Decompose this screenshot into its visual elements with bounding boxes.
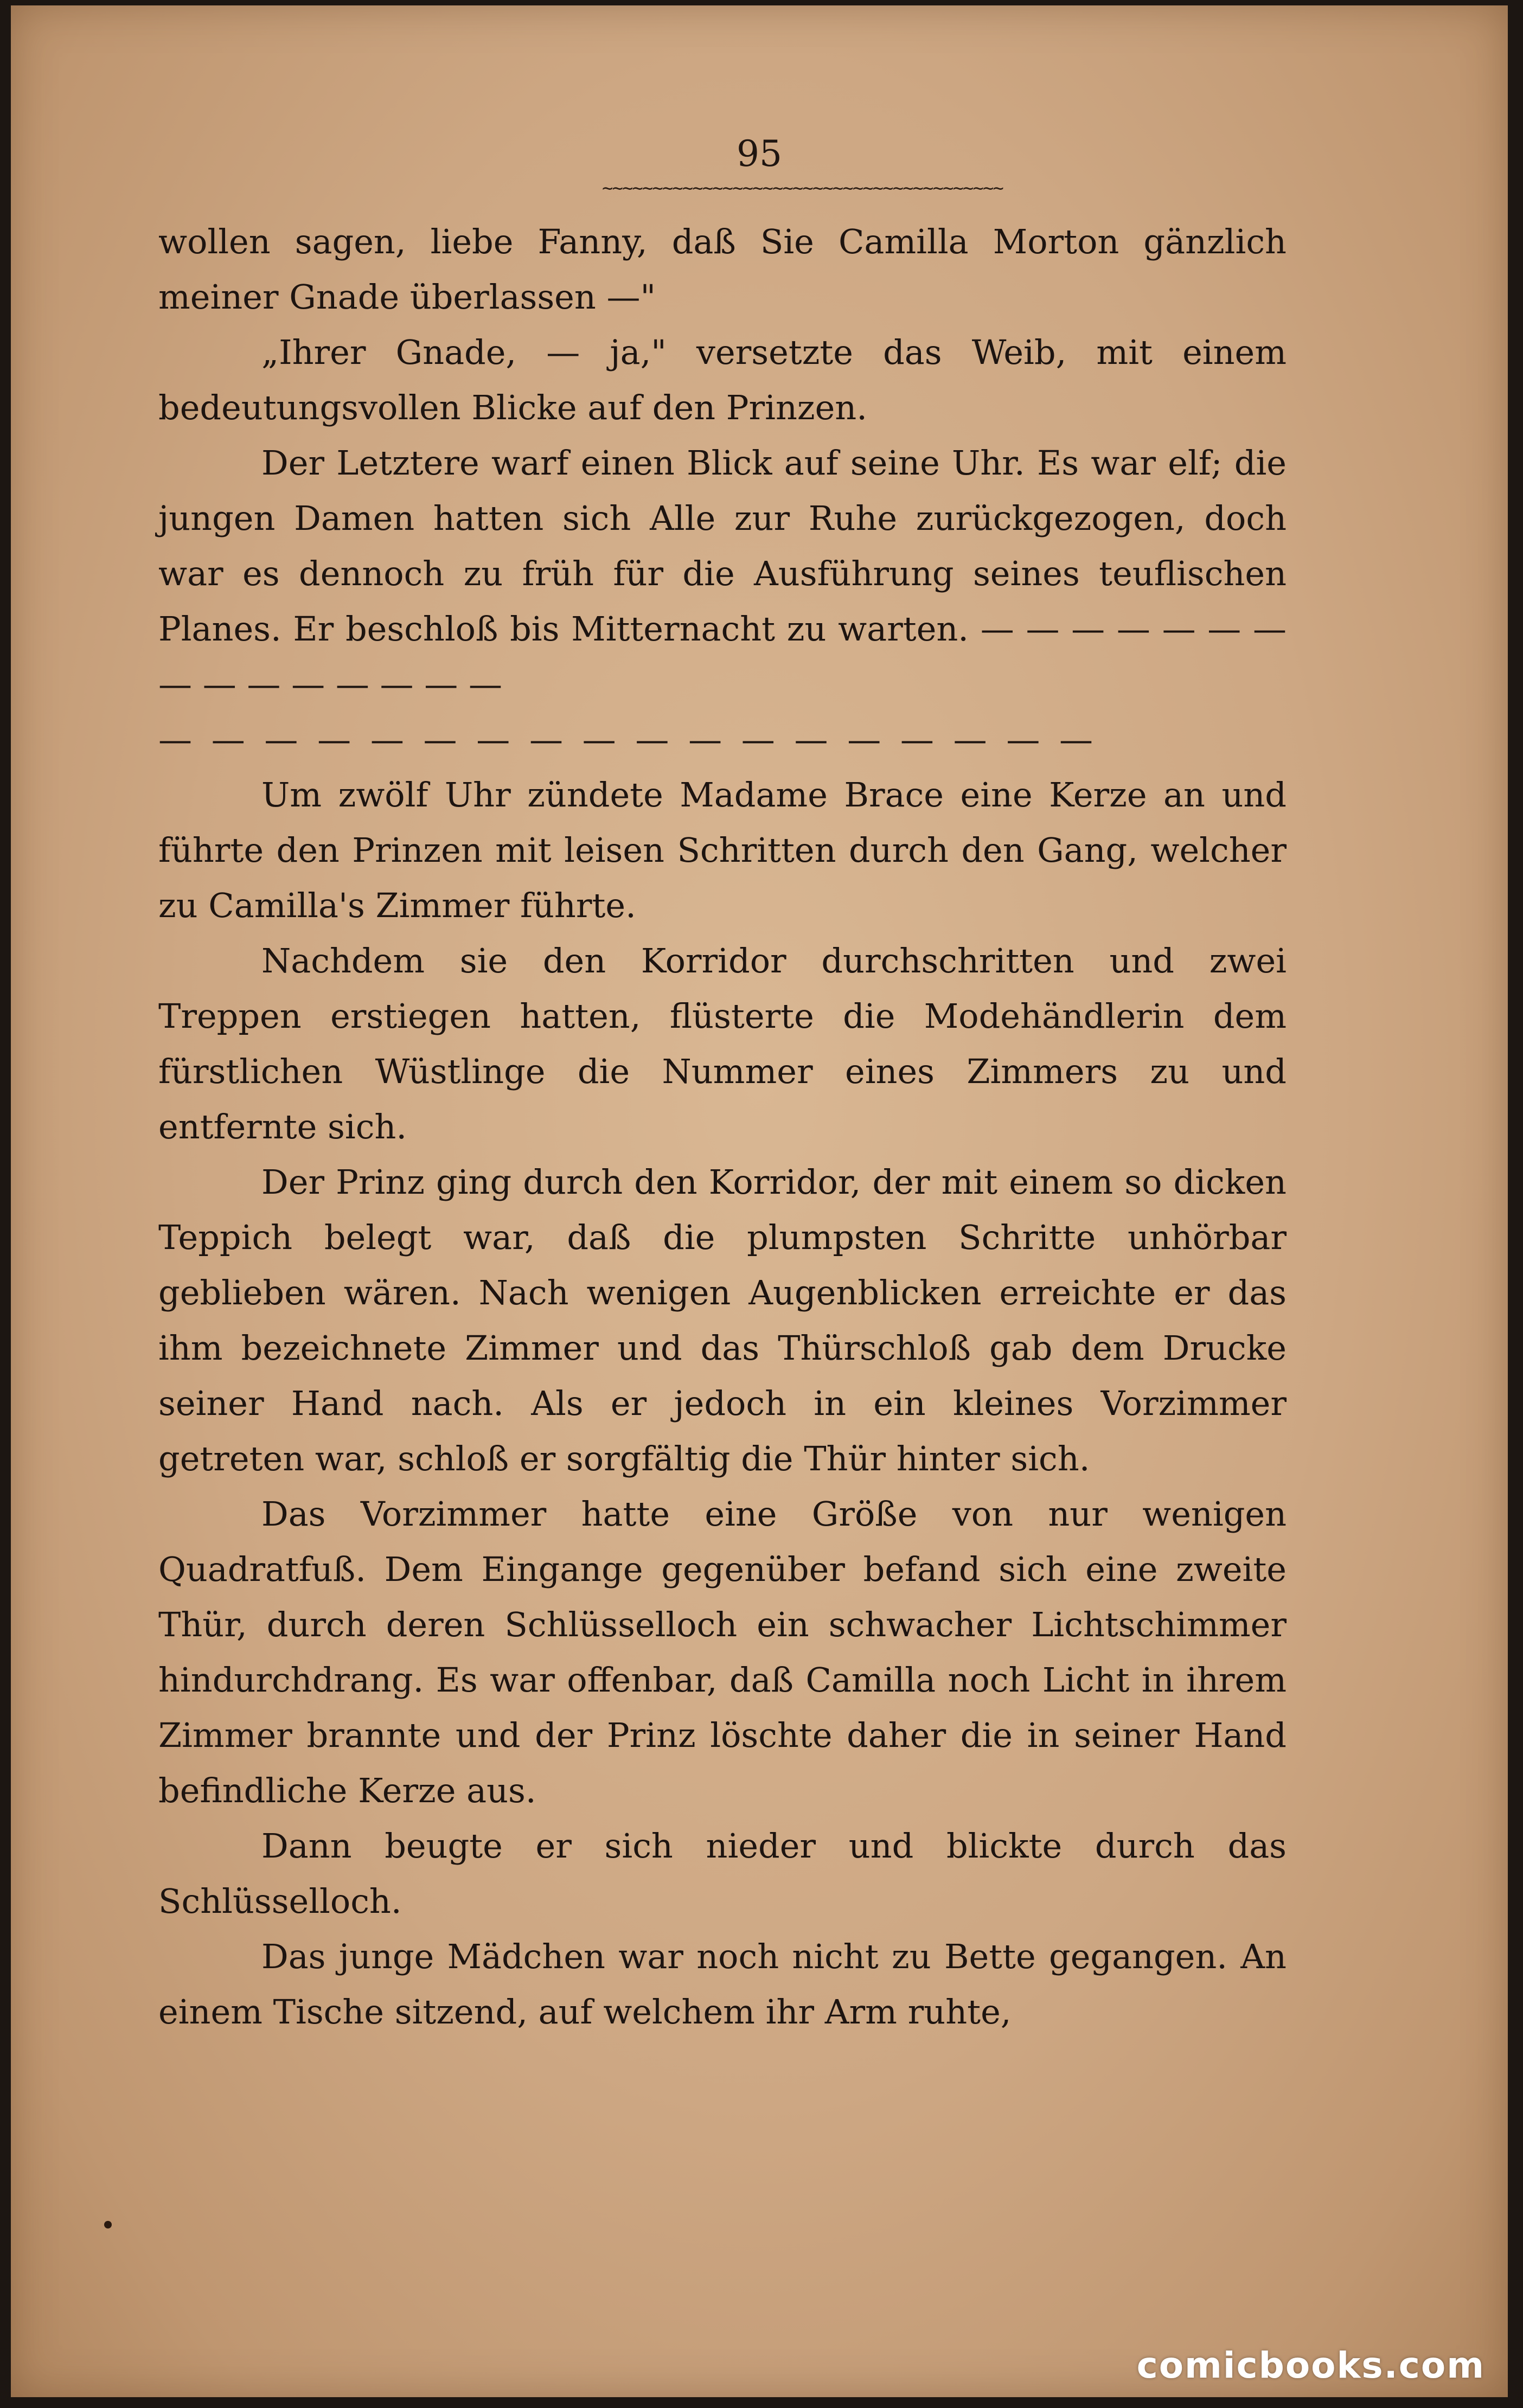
paragraph-3: Der Letztere warf einen Blick auf seine Uhr. Es war elf; die jungen Damen hatten sich Alle zur Ruhe zurückgezogen, doch war es dennoch zu früh für die Ausführung seines teuflischen Planes. Er beschloß bis Mitternacht zu warten. — — — — — — — — — — — — — — —: [158, 443, 1287, 704]
paragraph-8: Dann beugte er sich nieder und blickte durch das Schlüsselloch.: [158, 1826, 1287, 1921]
paragraph-9: Das junge Mädchen war noch nicht zu Bette gegangen. An einem Tische sitzend, auf welchem ihr Arm ruhte,: [158, 1937, 1287, 2032]
watermark-logo: comicbooks.com: [1136, 2345, 1485, 2386]
paragraph-2: „Ihrer Gnade, — ja," versetzte das Weib, mit einem bedeutungsvollen Blicke auf den Prinzen.: [158, 332, 1287, 427]
body-text: [158, 214, 1287, 2040]
paragraph-4: Um zwölf Uhr zündete Madame Brace eine Kerze an und führte den Prinzen mit leisen Schritten durch den Gang, welcher zu Camilla's Zimmer führte.: [158, 775, 1287, 925]
page-number-ornament: ~~~~~~~~~~~~~~~~~~~~~~~~~~~~~~~~~~~~~~~~: [602, 177, 1003, 199]
book-page: [11, 5, 1508, 2397]
section-break-dashes: — — — — — — — — — — — — — — — — — —: [158, 720, 1098, 759]
page-number: 95: [737, 133, 782, 175]
ink-speck: [104, 2221, 112, 2228]
paragraph-6: Der Prinz ging durch den Korridor, der mit einem so dicken Teppich belegt war, daß die plumpsten Schritte unhörbar geblieben wären. Nach wenigen Augenblicken erreichte er das ihm bezeichnete Zimmer und das Thürschloß gab dem Drucke seiner Hand nach. Als er jedoch in ein kleines Vorzimmer getreten war, schloß er sorgfältig die Thür hinter sich.: [158, 1162, 1287, 1478]
paragraph-5: Nachdem sie den Korridor durchschritten und zwei Treppen erstiegen hatten, flüsterte die Modehändlerin dem fürstlichen Wüstlinge die Nummer eines Zimmers zu und entfernte sich.: [158, 941, 1287, 1147]
paragraph-7: Das Vorzimmer hatte eine Größe von nur wenigen Quadratfuß. Dem Eingange gegenüber befand sich eine zweite Thür, durch deren Schlüsselloch ein schwacher Lichtschimmer hindurchdrang. Es war offenbar, daß Camilla noch Licht in ihrem Zimmer brannte und der Prinz löschte daher die in seiner Hand befindliche Kerze aus.: [158, 1494, 1287, 1810]
paragraph-1: wollen sagen, liebe Fanny, daß Sie Camilla Morton gänzlich meiner Gnade überlassen —": [158, 222, 1287, 317]
